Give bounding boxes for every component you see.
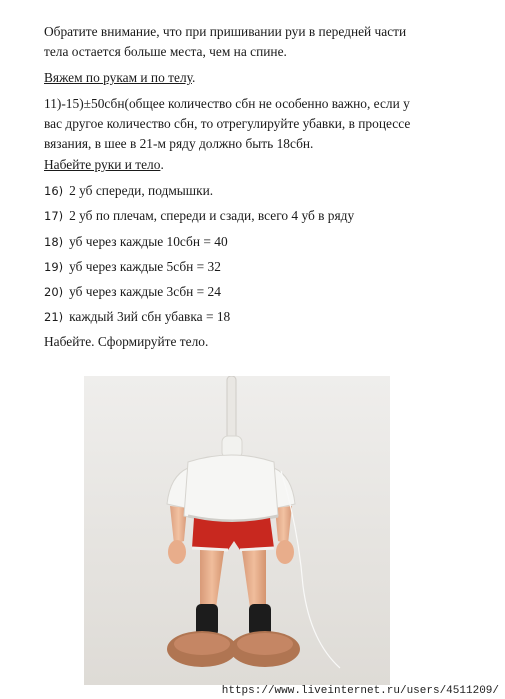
section-heading-stuff	[44, 155, 484, 175]
step-number: 18)	[44, 235, 64, 249]
step-row-16	[44, 182, 213, 200]
rows-line-3: вязания, в шее в 21-м ряду должно быть 18сбн.	[44, 136, 314, 151]
intro-line-1: Обратите внимание, что при пришивании руи в передней части	[44, 24, 407, 39]
heading-text: Вяжем по рукам и по телу	[44, 70, 192, 85]
step-number: 16)	[44, 184, 64, 198]
rows-11-15-paragraph	[44, 94, 484, 154]
heading-suffix: .	[191, 70, 196, 85]
step-row-20	[44, 283, 221, 301]
step-row-17	[44, 207, 354, 225]
step-text: каждый 3ий сбн убавка = 18	[69, 309, 231, 324]
step-text: уб через каждые 3сбн = 24	[69, 284, 221, 299]
intro-paragraph	[44, 22, 484, 62]
step-number: 21)	[44, 310, 64, 324]
rows-line-1: 11)-15)±50сбн(общее количество сбн не особенно важно, если у	[44, 96, 410, 111]
intro-line-2: тела остается больше места, чем на спине.	[44, 44, 287, 59]
rows-line-2: вас другое количество сбн, то отрегулируйте убавки, в процессе	[44, 116, 411, 131]
step-row-19	[44, 258, 221, 276]
step-number: 20)	[44, 285, 64, 299]
watermark-url: https://www.liveinternet.ru/users/4511209/	[221, 685, 499, 697]
step-text: 2 уб по плечам, спереди и сзади, всего 4 уб в ряду	[69, 208, 355, 223]
step-row-21	[44, 308, 230, 326]
step-text: уб через каждые 5сбн = 32	[69, 259, 221, 274]
step-number: 17)	[44, 209, 64, 223]
step-text: уб через каждые 10сбн = 40	[69, 234, 228, 249]
step-text: 2 уб спереди, подмышки.	[69, 183, 214, 198]
step-number: 19)	[44, 260, 64, 274]
heading-suffix: .	[160, 157, 164, 172]
heading-text: Набейте руки и тело	[44, 157, 161, 172]
amigurumi-body-photo	[84, 376, 390, 685]
crocheted-doll-illustration	[84, 376, 390, 685]
final-note: Набейте. Сформируйте тело.	[44, 334, 209, 349]
step-row-18	[44, 233, 228, 251]
section-heading-arms-body	[44, 68, 484, 88]
